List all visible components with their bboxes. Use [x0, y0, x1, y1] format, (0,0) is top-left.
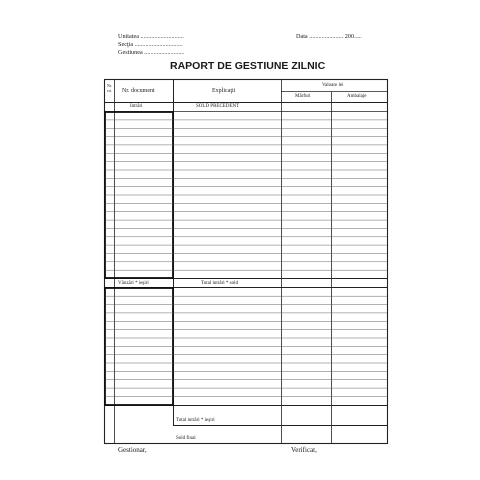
- header-ambalaje: Ambalaje: [347, 94, 367, 99]
- gestionar-signature-label: Gestionar,: [118, 446, 147, 454]
- header-nr-document: Nr. document: [122, 88, 155, 94]
- header-nr-crt: Nr. crt.: [106, 83, 113, 93]
- label-vanzari-iesiri: Vânzări * ieşiri: [118, 281, 149, 286]
- label-sold-final: Sold final: [176, 436, 196, 441]
- page-title: RAPORT DE GESTIUNE ZILNIC: [170, 60, 326, 72]
- header-marfuri: Mărfuri: [295, 94, 311, 99]
- sectia-field: Secţia ...............................: [118, 41, 183, 48]
- header-valoare: Valoare lei: [322, 83, 344, 88]
- date-field: Data ...................... 200.....: [296, 33, 362, 40]
- label-intrari: Intrări: [130, 104, 143, 109]
- header-explicatii: Explicaţii: [212, 88, 236, 94]
- gestiunea-field: Gestiunea ..........................: [118, 49, 185, 56]
- form-frame: [105, 80, 388, 444]
- verificat-signature-label: Verificat,: [291, 446, 317, 454]
- label-total-intrari-iesiri: Total intrări * ieşiri: [176, 418, 215, 423]
- unitatea-field: Unitatea ............................: [118, 33, 184, 40]
- label-sold-precedent: SOLD PRECEDENT: [196, 104, 240, 109]
- label-total-intrari-sold: Total intrări * sold: [201, 281, 239, 286]
